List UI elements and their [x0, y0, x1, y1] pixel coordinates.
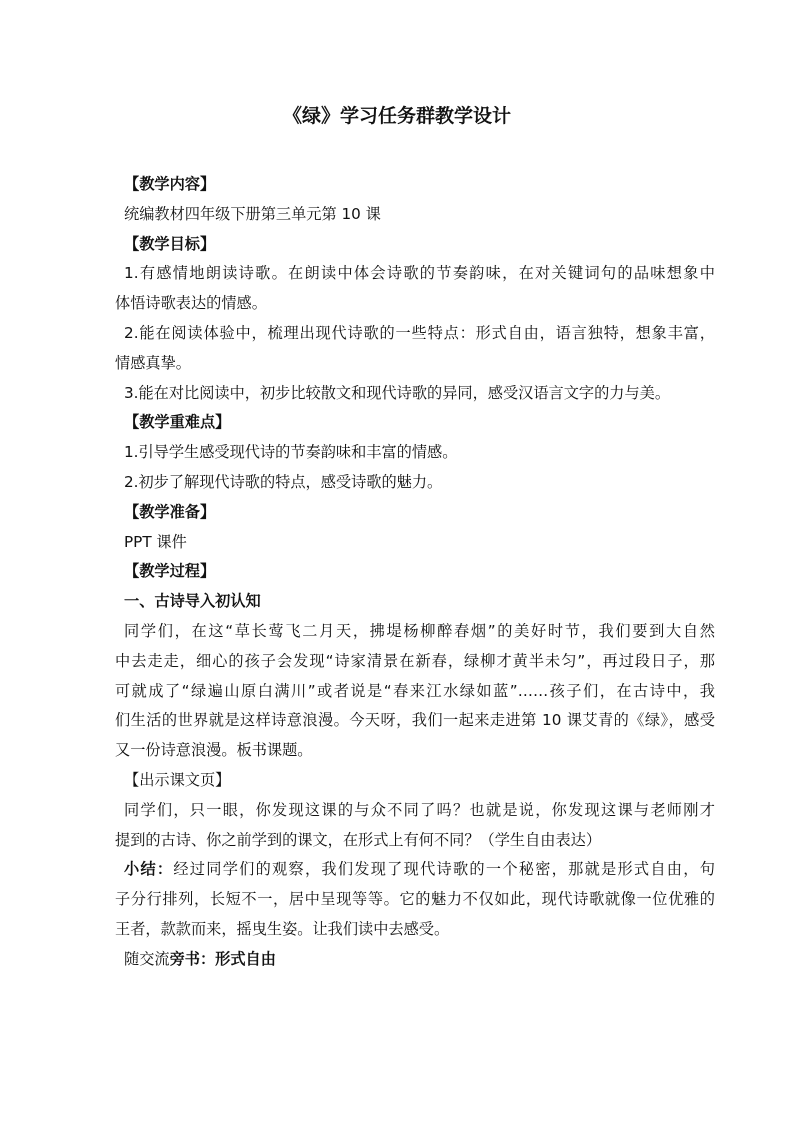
document-title: 《绿》学习任务群教学设计	[282, 105, 511, 127]
show-text-page: 【出示课文页】	[124, 770, 231, 789]
board-prefix: 随交流	[124, 949, 170, 968]
paragraph-1-line-2: 中去走走，细心的孩子会发现“诗家清景在新春，绿柳才黄半未匀”，再过段日子，那	[115, 651, 715, 670]
summary-line-2: 子分行排列，长短不一，居中呈现等等。它的魅力不仅如此，现代诗歌就像一位优雅的	[115, 890, 715, 909]
paragraph-2-line-2: 提到的古诗、你之前学到的课文，在形式上有何不同？（学生自由表达）	[115, 830, 601, 849]
board-text: 形式自由	[215, 949, 276, 968]
goal-1-line-1: 1.有感情地朗读诗歌。在朗读中体会诗歌的节奏韵味，在对关键词句的品味想象中	[124, 264, 715, 283]
board-note	[115, 945, 715, 975]
paragraph-1-line-4: 们生活的世界就是这样诗意浪漫。今天呀，我们一起来走进第 10 课艾青的《绿》，感受	[115, 711, 715, 730]
content-text: 统编教材四年级下册第三单元第 10 课	[124, 204, 381, 223]
document-body	[115, 170, 715, 975]
board-label: 旁书：	[169, 949, 216, 968]
section-heading-key-points: 【教学重难点】	[124, 413, 231, 432]
goal-1-line-2: 体悟诗歌表达的情感。	[115, 294, 267, 313]
preparation-text: PPT 课件	[124, 532, 187, 551]
paragraph-1-line-5: 又一份诗意浪漫。板书课题。	[115, 741, 313, 760]
section-heading-goals: 【教学目标】	[124, 234, 216, 253]
goal-2-line-1: 2.能在阅读体验中，梳理出现代诗歌的一些特点：形式自由，语言独特，想象丰富，	[124, 323, 715, 342]
section-heading-process: 【教学过程】	[124, 562, 216, 581]
paragraph-1-line-1: 同学们，在这“草长莺飞二月天，拂堤杨柳醉春烟”的美好时节，我们要到大自然	[124, 621, 715, 640]
section-heading-preparation: 【教学准备】	[124, 502, 216, 521]
summary-line-3: 王者，款款而来，摇曳生姿。让我们读中去感受。	[115, 919, 450, 938]
section-heading-content: 【教学内容】	[124, 175, 216, 193]
paragraph-1-line-3: 可就成了“绿遍山原白满川”或者说是“春来江水绿如蓝”……孩子们，在古诗中，我	[115, 681, 715, 700]
key-point-2: 2.初步了解现代诗歌的特点，感受诗歌的魅力。	[124, 472, 443, 491]
summary-text: 经过同学们的观察，我们发现了现代诗歌的一个秘密，那就是形式自由，句	[173, 860, 715, 879]
goal-2-line-2: 情感真挚。	[115, 353, 191, 372]
step-1-heading: 一、古诗导入初认知	[124, 592, 261, 611]
goal-3: 3.能在对比阅读中，初步比较散文和现代诗歌的异同，感受汉语言文字的力与美。	[124, 383, 671, 402]
summary-line-1	[115, 855, 715, 885]
summary-label: 小结：	[124, 860, 174, 879]
key-point-1: 1.引导学生感受现代诗的节奏韵味和丰富的情感。	[124, 443, 458, 462]
paragraph-2-line-1: 同学们，只一眼，你发现这课的与众不同了吗？也就是说，你发现这课与老师刚才	[124, 800, 715, 819]
